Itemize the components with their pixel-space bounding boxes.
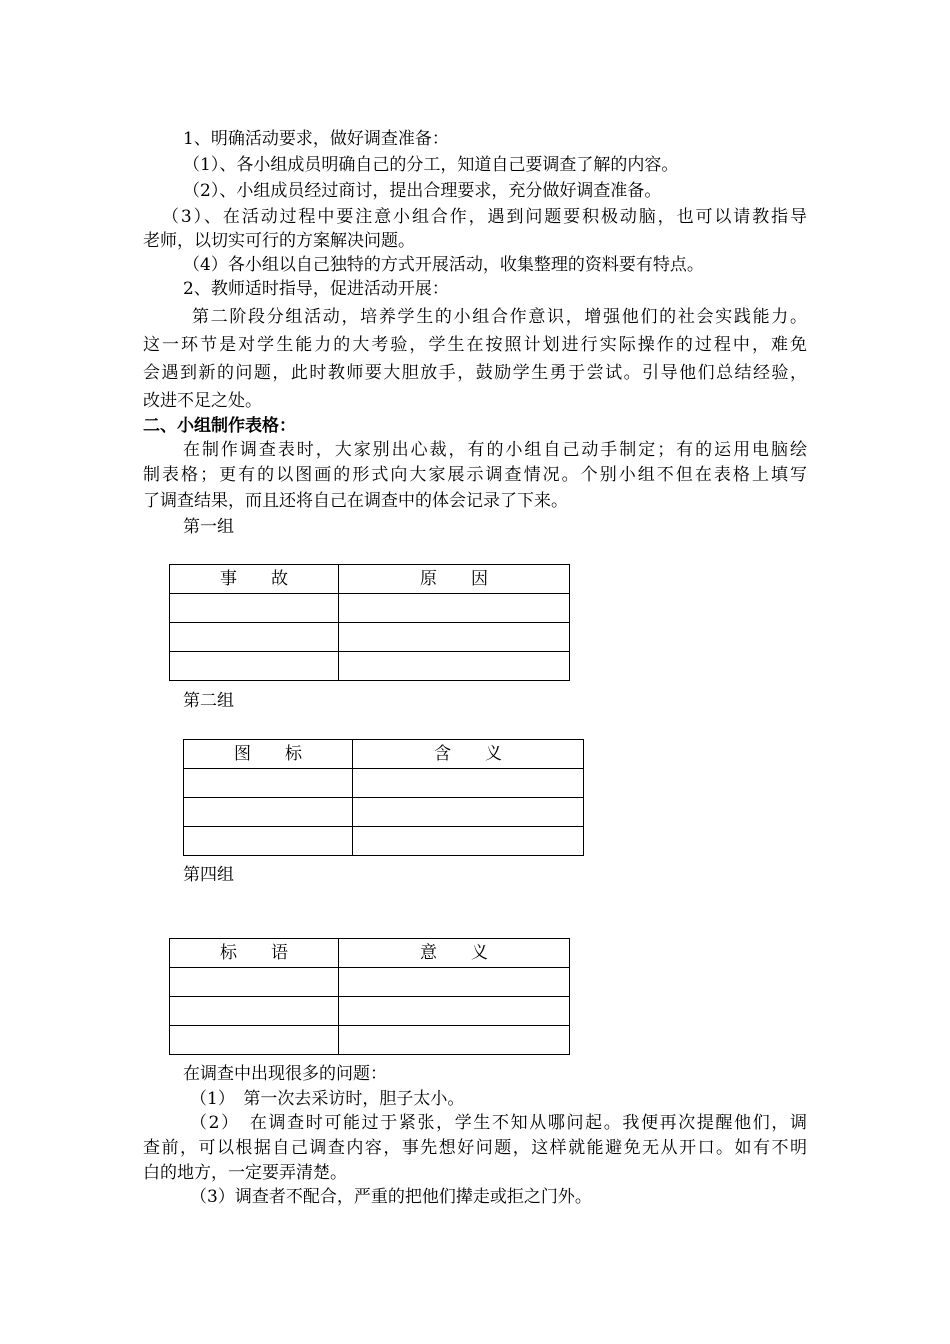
group-1-label: 第一组 — [183, 517, 234, 537]
table-row — [184, 827, 584, 856]
stage-2-paragraph-line-3: 会遇到新的问题，此时教师要大胆放手，鼓励学生勇于尝试。引导他们总结经验， — [143, 363, 807, 383]
table-header-cell: 标 语 — [170, 939, 339, 968]
group-4-label: 第四组 — [183, 865, 234, 885]
table-row — [170, 594, 570, 623]
table-cell — [170, 997, 339, 1026]
table-header-cell: 原 因 — [339, 565, 570, 594]
problem-2-line-1: （2） 在调查时可能过于紧张，学生不知从哪问起。我便再次提醒他们，调 — [190, 1113, 807, 1133]
table-row — [184, 798, 584, 827]
table-cell — [339, 623, 570, 652]
stage-2-paragraph-line-1: 第二阶段分组活动，培养学生的小组合作意识，增强他们的社会实践能力。 — [192, 307, 807, 327]
step-1-item-3-line-1: （3）、在活动过程中要注意小组合作，遇到问题要积极动脑，也可以请教指导 — [162, 207, 807, 227]
table-header-row — [184, 740, 584, 769]
table-cell — [339, 1026, 570, 1055]
table-header-cell: 意 义 — [339, 939, 570, 968]
section-2-paragraph-line-1: 在制作调查表时，大家别出心裁，有的小组自己动手制定；有的运用电脑绘 — [183, 440, 807, 460]
problem-2-line-2: 查前，可以根据自己调查内容，事先想好问题，这样就能避免无从开口。如有不明 — [143, 1138, 807, 1158]
table-header-row — [170, 565, 570, 594]
step-1-heading: 1、明确活动要求，做好调查准备： — [183, 129, 449, 149]
group-4-table — [169, 938, 570, 1055]
table-cell — [339, 594, 570, 623]
table-cell — [170, 1026, 339, 1055]
table-row — [170, 968, 570, 997]
table-cell — [353, 798, 584, 827]
table-cell — [170, 968, 339, 997]
section-2-paragraph-line-3: 了调查结果，而且还将自己在调查中的体会记录了下来。 — [143, 491, 568, 511]
table-cell — [170, 623, 339, 652]
table-header-cell: 图 标 — [184, 740, 353, 769]
group-2-label: 第二组 — [183, 691, 234, 711]
step-1-item-3-line-2: 老师，以切实可行的方案解决问题。 — [143, 231, 415, 251]
table-header-row — [170, 939, 570, 968]
step-1-item-2: （2）、小组成员经过商讨，提出合理要求，充分做好调查准备。 — [183, 181, 662, 201]
table-cell — [184, 769, 353, 798]
table-row — [170, 623, 570, 652]
table-cell — [339, 968, 570, 997]
table-row — [170, 997, 570, 1026]
group-2-table — [183, 739, 584, 856]
table-cell — [339, 997, 570, 1026]
section-2-heading: 二、小组制作表格： — [143, 416, 296, 436]
table-row — [170, 1026, 570, 1055]
table-row — [170, 652, 570, 681]
problem-1: （1） 第一次去采访时，胆子太小。 — [190, 1089, 465, 1109]
step-1-item-1: （1）、各小组成员明确自己的分工，知道自己要调查了解的内容。 — [183, 155, 679, 175]
section-2-paragraph-line-2: 制表格；更有的以图画的形式向大家展示调查情况。个别小组不但在表格上填写 — [143, 465, 807, 485]
table-row — [184, 769, 584, 798]
table-header-cell: 含 义 — [353, 740, 584, 769]
table-cell — [184, 798, 353, 827]
step-2-heading: 2、教师适时指导，促进活动开展： — [183, 279, 449, 299]
table-cell — [353, 769, 584, 798]
stage-2-paragraph-line-2: 这一环节是对学生能力的大考验，学生在按照计划进行实际操作的过程中，难免 — [143, 335, 807, 355]
table-cell — [184, 827, 353, 856]
step-1-item-4: （4）各小组以自己独特的方式开展活动，收集整理的资料要有特点。 — [183, 255, 704, 275]
table-header-cell: 事 故 — [170, 565, 339, 594]
stage-2-paragraph-line-4: 改进不足之处。 — [143, 391, 262, 411]
problem-2-line-3: 白的地方，一定要弄清楚。 — [143, 1163, 347, 1183]
table-cell — [170, 594, 339, 623]
group-1-table — [169, 564, 570, 681]
table-cell — [170, 652, 339, 681]
problems-intro: 在调查中出现很多的问题： — [183, 1064, 387, 1084]
table-cell — [339, 652, 570, 681]
table-cell — [353, 827, 584, 856]
problem-3: （3）调查者不配合，严重的把他们撵走或拒之门外。 — [190, 1187, 592, 1207]
